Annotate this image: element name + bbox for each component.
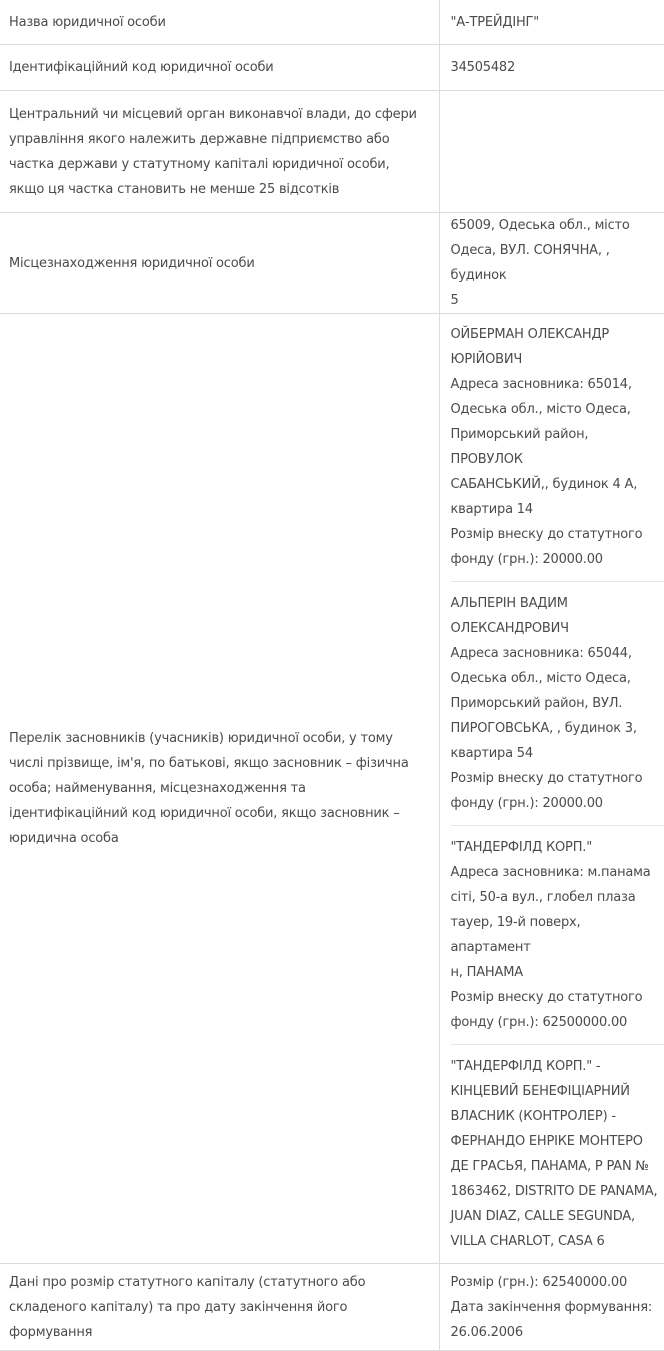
founder-line: КІНЦЕВИЙ БЕНЕФІЦІАРНИЙ [451, 1079, 664, 1104]
row-authorized-capital [0, 1264, 664, 1351]
founder-entry [451, 582, 664, 826]
founder-line: Адреса засновника: м.панама [451, 860, 664, 885]
value-location [439, 213, 664, 314]
value-authorized-capital [439, 1264, 664, 1351]
value-legal-entity-name: "А-ТРЕЙДІНГ" [439, 0, 664, 45]
label-founders: Перелік засновників (учасників) юридичної особи, у тому числі прізвище, ім'я, по батькові, якщо засновник – фізична особа; найменування, місцезнаходження та ідентифікаційний код юридичної особи, якщо засновник – юридична особа [0, 314, 439, 1264]
founder-line: Одеська обл., місто Одеса, [451, 666, 664, 691]
founder-line: Розмір внеску до статутного [451, 522, 664, 547]
capital-line: 26.06.2006 [451, 1320, 664, 1345]
founder-line: тауер, 19-й поверх, апартамент [451, 910, 664, 960]
founder-line: Одеська обл., місто Одеса, [451, 397, 664, 422]
founder-line: Адреса засновника: 65014, [451, 372, 664, 397]
row-legal-entity-name [0, 0, 664, 45]
founder-line: ФЕРНАНДО ЕНРІКЕ МОНТЕРО [451, 1129, 664, 1154]
founder-line: JUAN DIAZ, CALLE SEGUNDA, [451, 1204, 664, 1229]
founder-line: Приморський район, ПРОВУЛОК [451, 422, 664, 472]
founder-line: Приморський район, ВУЛ. [451, 691, 664, 716]
founder-line: Розмір внеску до статутного [451, 766, 664, 791]
label-identification-code: Ідентифікаційний код юридичної особи [0, 45, 439, 91]
founder-entry [451, 826, 664, 1045]
founder-line: Розмір внеску до статутного [451, 985, 664, 1010]
founder-line: квартира 14 [451, 497, 664, 522]
founder-line: фонду (грн.): 62500000.00 [451, 1010, 664, 1035]
location-line: 5 [451, 288, 664, 313]
founder-line: Адреса засновника: 65044, [451, 641, 664, 666]
label-authorized-capital: Дані про розмір статутного капіталу (статутного або складеного капіталу) та про дату закінчення його формування [0, 1264, 439, 1351]
founder-line: САБАНСЬКИЙ,, будинок 4 А, [451, 472, 664, 497]
founder-line: ДЕ ГРАСЬЯ, ПАНАМА, P PAN № [451, 1154, 664, 1179]
founder-line: ОЛЕКСАНДРОВИЧ [451, 616, 664, 641]
label-governing-authority: Центральний чи місцевий орган виконавчої влади, до сфери управління якого належить державне підприємство або частка держави у статутному капіталі юридичної особи, якщо ця частка становить не менше 25 відсотків [0, 91, 439, 213]
founder-line: н, ПАНАМА [451, 960, 664, 985]
founder-entry [451, 314, 664, 582]
row-governing-authority [0, 91, 664, 213]
founder-line: "ТАНДЕРФІЛД КОРП." - [451, 1054, 664, 1079]
founder-line: VILLA CHARLOT, CASA 6 [451, 1229, 664, 1254]
capital-line: Розмір (грн.): 62540000.00 [451, 1270, 664, 1295]
capital-line: Дата закінчення формування: [451, 1295, 664, 1320]
location-line: Одеса, ВУЛ. СОНЯЧНА, , будинок [451, 238, 664, 288]
founder-line: "ТАНДЕРФІЛД КОРП." [451, 835, 664, 860]
founder-line: ЮРІЙОВИЧ [451, 347, 664, 372]
founder-line: фонду (грн.): 20000.00 [451, 547, 664, 572]
row-identification-code [0, 45, 664, 91]
value-governing-authority [439, 91, 664, 213]
label-legal-entity-name: Назва юридичної особи [0, 0, 439, 45]
founder-line: фонду (грн.): 20000.00 [451, 791, 664, 816]
founder-line: ПИРОГОВСЬКА, , будинок 3, [451, 716, 664, 741]
founder-entry [451, 1045, 664, 1263]
value-founders-list [439, 314, 664, 1264]
row-founders [0, 314, 664, 1264]
founder-line: сіті, 50-а вул., глобел плаза [451, 885, 664, 910]
founder-line: ОЙБЕРМАН ОЛЕКСАНДР [451, 322, 664, 347]
founder-line: 1863462, DISTRITO DE PANAMA, [451, 1179, 664, 1204]
founder-line: ВЛАСНИК (КОНТРОЛЕР) - [451, 1104, 664, 1129]
row-location [0, 213, 664, 314]
founder-line: квартира 54 [451, 741, 664, 766]
label-location: Місцезнаходження юридичної особи [0, 213, 439, 314]
location-line: 65009, Одеська обл., місто [451, 213, 664, 238]
founder-line: АЛЬПЕРІН ВАДИМ [451, 591, 664, 616]
value-identification-code: 34505482 [439, 45, 664, 91]
